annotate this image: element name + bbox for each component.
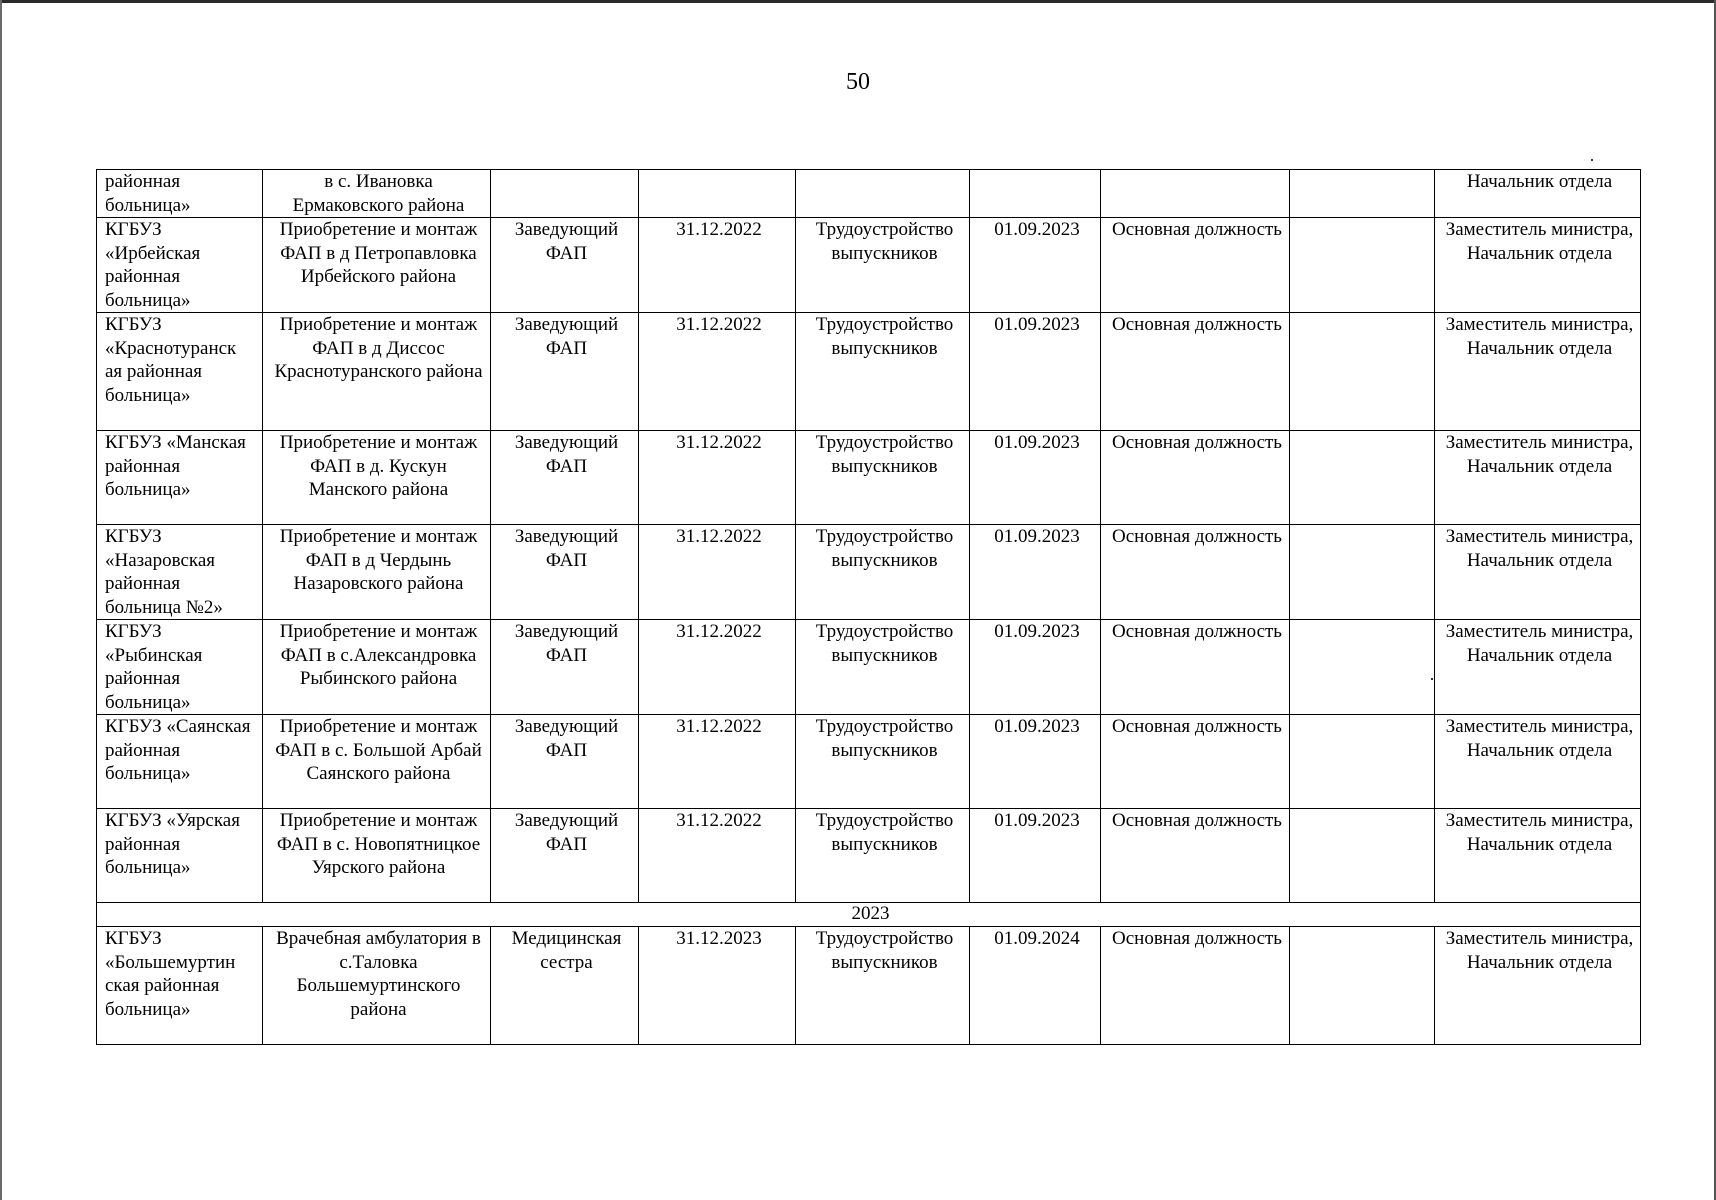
cell-rate: Основная должность	[1101, 218, 1290, 313]
cell-date: 01.09.2023	[970, 313, 1101, 431]
table-row	[97, 431, 1641, 525]
cell-position: Заведующий ФАП	[491, 715, 639, 809]
cell-note	[1290, 170, 1435, 218]
cell-note	[1290, 809, 1435, 903]
cell-measure: Трудоустройство выпускников	[796, 715, 970, 809]
scan-speck	[1591, 159, 1593, 161]
cell-rate: Основная должность	[1101, 525, 1290, 620]
cell-deadline: 31.12.2022	[639, 715, 796, 809]
scan-speck	[1431, 678, 1433, 680]
cell-deadline: 31.12.2022	[639, 313, 796, 431]
cell-date: 01.09.2023	[970, 431, 1101, 525]
cell-date: 01.09.2023	[970, 525, 1101, 620]
table-row	[97, 170, 1641, 218]
cell-note	[1290, 715, 1435, 809]
cell-responsible: Заместитель министра, Начальник отдела	[1435, 620, 1641, 715]
cell-rate: Основная должность	[1101, 927, 1290, 1045]
cell-rate: Основная должность	[1101, 715, 1290, 809]
cell-deadline: 31.12.2022	[639, 431, 796, 525]
cell-object: Приобретение и монтаж ФАП в д Диссос Краснотуранского района	[263, 313, 491, 431]
cell-measure: Трудоустройство выпускников	[796, 809, 970, 903]
cell-object: в с. Ивановка Ермаковского района	[263, 170, 491, 218]
cell-measure: Трудоустройство выпускников	[796, 218, 970, 313]
cell-responsible: Заместитель министра, Начальник отдела	[1435, 809, 1641, 903]
year-divider: 2023	[97, 903, 1641, 927]
cell-organization: КГБУЗ «Ирбейская районная больница»	[97, 218, 263, 313]
cell-position: Заведующий ФАП	[491, 525, 639, 620]
cell-measure: Трудоустройство выпускников	[796, 620, 970, 715]
cell-note	[1290, 525, 1435, 620]
cell-deadline	[639, 170, 796, 218]
cell-date: 01.09.2023	[970, 715, 1101, 809]
cell-date: 01.09.2023	[970, 620, 1101, 715]
cell-object: Приобретение и монтаж ФАП в д Чердынь Назаровского района	[263, 525, 491, 620]
cell-responsible: Заместитель министра, Начальник отдела	[1435, 927, 1641, 1045]
cell-note	[1290, 431, 1435, 525]
cell-object: Приобретение и монтаж ФАП в с.Александровка Рыбинского района	[263, 620, 491, 715]
cell-position: Заведующий ФАП	[491, 313, 639, 431]
cell-deadline: 31.12.2023	[639, 927, 796, 1045]
cell-organization: КГБУЗ «Манская районная больница»	[97, 431, 263, 525]
cell-date	[970, 170, 1101, 218]
cell-rate: Основная должность	[1101, 620, 1290, 715]
cell-note	[1290, 218, 1435, 313]
cell-measure: Трудоустройство выпускников	[796, 525, 970, 620]
cell-measure: Трудоустройство выпускников	[796, 927, 970, 1045]
page-number: 50	[846, 69, 870, 95]
scan-edge-left	[0, 0, 2, 1200]
cell-date: 01.09.2023	[970, 218, 1101, 313]
cell-organization: КГБУЗ «Назаровская районная больница №2»	[97, 525, 263, 620]
cell-position: Заведующий ФАП	[491, 620, 639, 715]
year-divider-row	[97, 903, 1641, 927]
table-row	[97, 620, 1641, 715]
cell-responsible: Заместитель министра, Начальник отдела	[1435, 525, 1641, 620]
cell-rate: Основная должность	[1101, 809, 1290, 903]
table-row	[97, 809, 1641, 903]
cell-note	[1290, 313, 1435, 431]
cell-measure: Трудоустройство выпускников	[796, 431, 970, 525]
cell-organization: районная больница»	[97, 170, 263, 218]
scan-edge-top	[0, 0, 1716, 3]
cell-deadline: 31.12.2022	[639, 809, 796, 903]
table-body	[97, 170, 1641, 1045]
cell-rate	[1101, 170, 1290, 218]
cell-position: Медицинская сестра	[491, 927, 639, 1045]
cell-position	[491, 170, 639, 218]
cell-position: Заведующий ФАП	[491, 809, 639, 903]
cell-rate: Основная должность	[1101, 313, 1290, 431]
cell-responsible: Заместитель министра, Начальник отдела	[1435, 313, 1641, 431]
cell-responsible: Заместитель министра, Начальник отдела	[1435, 218, 1641, 313]
cell-position: Заведующий ФАП	[491, 431, 639, 525]
cell-date: 01.09.2024	[970, 927, 1101, 1045]
cell-responsible: Заместитель министра, Начальник отдела	[1435, 431, 1641, 525]
cell-deadline: 31.12.2022	[639, 218, 796, 313]
cell-organization: КГБУЗ «Саянская районная больница»	[97, 715, 263, 809]
table-row	[97, 715, 1641, 809]
cell-responsible: Заместитель министра, Начальник отдела	[1435, 715, 1641, 809]
cell-organization: КГБУЗ «Большемуртин ская районная больница»	[97, 927, 263, 1045]
table-row	[97, 927, 1641, 1045]
cell-object: Приобретение и монтаж ФАП в с. Большой Арбай Саянского района	[263, 715, 491, 809]
cell-deadline: 31.12.2022	[639, 620, 796, 715]
cell-organization: КГБУЗ «Краснотуранск ая районная больница»	[97, 313, 263, 431]
cell-object: Врачебная амбулатория в с.Таловка Большемуртинского района	[263, 927, 491, 1045]
table-row	[97, 218, 1641, 313]
plan-table	[96, 169, 1641, 1045]
cell-object: Приобретение и монтаж ФАП в с. Новопятницкое Уярского района	[263, 809, 491, 903]
cell-position: Заведующий ФАП	[491, 218, 639, 313]
cell-responsible: Начальник отдела	[1435, 170, 1641, 218]
cell-measure	[796, 170, 970, 218]
cell-note	[1290, 620, 1435, 715]
cell-date: 01.09.2023	[970, 809, 1101, 903]
cell-object: Приобретение и монтаж ФАП в д. Кускун Манского района	[263, 431, 491, 525]
table-row	[97, 313, 1641, 431]
cell-organization: КГБУЗ «Рыбинская районная больница»	[97, 620, 263, 715]
cell-rate: Основная должность	[1101, 431, 1290, 525]
cell-note	[1290, 927, 1435, 1045]
cell-deadline: 31.12.2022	[639, 525, 796, 620]
cell-object: Приобретение и монтаж ФАП в д Петропавловка Ирбейского района	[263, 218, 491, 313]
cell-measure: Трудоустройство выпускников	[796, 313, 970, 431]
cell-organization: КГБУЗ «Уярская районная больница»	[97, 809, 263, 903]
table-row	[97, 525, 1641, 620]
